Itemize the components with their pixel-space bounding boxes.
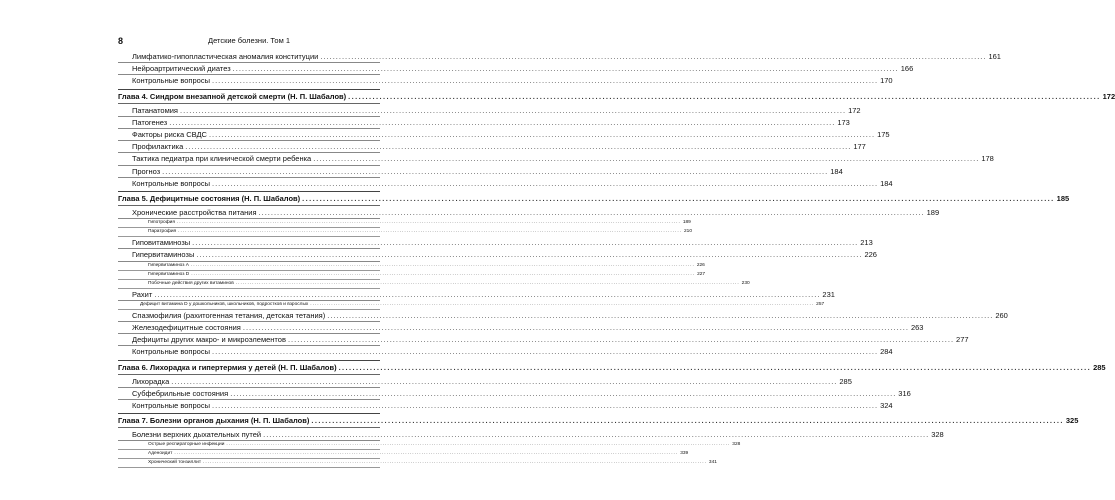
toc-entry-page: 177 [853, 142, 866, 152]
toc-entry-title: Острые респираторные инфекции [148, 442, 225, 448]
toc-entry-page: 339 [680, 451, 689, 457]
toc-chapter-entry [118, 191, 1070, 206]
toc-entry-page: 185 [1056, 194, 1070, 204]
toc-entry-title: Патогенез [132, 117, 168, 127]
toc-entry [118, 207, 940, 219]
toc-entry-title: Нейроартритический диатез [132, 64, 231, 74]
toc-entry-page: 189 [926, 208, 940, 218]
page-header [118, 35, 380, 47]
toc-entry [118, 280, 750, 289]
toc-entry [118, 219, 691, 228]
toc-entry [118, 310, 1008, 322]
leader-dots [169, 117, 835, 128]
toc-entry-title: Хронические расстройства питания [132, 208, 257, 218]
leader-dots [212, 75, 878, 86]
toc-entry [118, 141, 866, 153]
toc-entry [118, 237, 873, 249]
toc-entry [118, 249, 877, 261]
toc-entry [118, 450, 689, 459]
leader-dots [191, 262, 695, 270]
leader-dots [212, 346, 878, 357]
toc-entry [118, 166, 843, 178]
leader-dots [178, 228, 682, 236]
toc-entry [118, 322, 924, 334]
toc-entry [118, 301, 825, 310]
leader-dots [348, 91, 1101, 103]
toc-entry-page: 316 [898, 388, 911, 398]
toc-entry-page: 328 [732, 442, 741, 448]
toc-entry-title: Гипервитаминозы [132, 250, 195, 260]
leader-dots [302, 193, 1055, 205]
toc-entry [118, 334, 969, 346]
toc-entry [118, 388, 911, 400]
toc-entry-page: 226 [864, 250, 877, 260]
toc-entry-title: Субфебрильные состояния [132, 388, 229, 398]
leader-dots [230, 388, 896, 399]
running-title: Детские болезни. Том 1 [207, 36, 291, 45]
toc-entry-title: Гипервитаминоз D [148, 271, 190, 277]
toc-entry-title: Дефицит витамина D у дошкольников, школьников, подростков и взрослых [140, 301, 309, 307]
toc-entry-title: Рахит [132, 289, 153, 299]
leader-dots [313, 153, 979, 164]
toc-entry-title: Побочные действия других витаминов [148, 280, 234, 286]
toc-entry-page: 227 [697, 271, 706, 277]
toc-entry-page: 172 [1102, 91, 1115, 101]
toc-entry-page: 210 [683, 229, 692, 235]
toc-entry-page: 341 [708, 460, 717, 466]
toc-entry-page: 175 [877, 130, 890, 140]
toc-entry-page: 213 [860, 238, 873, 248]
toc-entry-title: Аденоидит [148, 451, 173, 457]
toc-entry-title: Глава 7. Болезни органов дыхания (Н. П. Шабалов) [118, 416, 310, 426]
toc-entry-page: 161 [988, 52, 1001, 61]
leader-dots [339, 362, 1092, 374]
toc-entry [118, 178, 893, 189]
toc-entry-page: 189 [682, 220, 691, 226]
toc-entry-title: Дефициты других макро- и микроэлементов [132, 335, 286, 345]
leader-dots [203, 459, 707, 467]
leader-dots [320, 51, 986, 62]
toc-entry-title: Паратрофия [148, 229, 177, 235]
leader-dots [196, 249, 862, 260]
toc-entry-page: 284 [880, 347, 893, 357]
toc-entry [118, 129, 890, 141]
toc-entry [118, 153, 994, 165]
leader-dots [171, 376, 837, 387]
toc-entry-page: 178 [981, 154, 994, 164]
toc-entry-title: Глава 4. Синдром внезапной детской смерти (Н. П. Шабалов) [118, 91, 347, 101]
leader-dots [263, 429, 929, 440]
toc-entry [118, 400, 893, 411]
leader-dots [212, 400, 878, 411]
toc-entry-page: 184 [830, 166, 843, 176]
toc-entry [118, 117, 850, 129]
toc-entry [118, 105, 861, 117]
leader-dots [209, 129, 875, 140]
leader-dots [236, 280, 740, 288]
toc-entry-page: 285 [839, 376, 852, 386]
toc-entry-page: 325 [1065, 416, 1079, 426]
toc-entry [118, 346, 893, 357]
leader-dots [180, 105, 846, 116]
toc-entry-title: Гипервитаминоз A [148, 262, 189, 268]
toc-entry-page: 172 [848, 105, 861, 115]
page-number: 8 [118, 36, 124, 46]
toc-entry-title: Контрольные вопросы [132, 347, 210, 357]
leader-dots [226, 441, 730, 449]
toc-entry-page: 184 [880, 178, 893, 188]
toc-entry-title: Спазмофилия (рахитогенная тетания, детская тетания) [132, 310, 326, 320]
toc-entry-page: 277 [956, 335, 969, 345]
leader-dots [174, 450, 678, 458]
toc-entry [118, 441, 741, 450]
toc-entry-page: 231 [822, 289, 835, 299]
toc-entry-page: 257 [816, 301, 825, 307]
leader-dots [185, 141, 851, 152]
toc-entry-page: 226 [696, 262, 705, 268]
leader-dots [212, 178, 878, 189]
toc-entry [118, 63, 914, 75]
toc-chapter-entry [118, 413, 1079, 428]
toc-entry-title: Лихорадка [132, 376, 170, 386]
toc-entry [118, 228, 692, 237]
toc-entry [118, 429, 944, 441]
leader-dots [327, 310, 993, 321]
toc-entry-title: Контрольные вопросы [132, 401, 210, 411]
toc-entry-title: Железодефицитные состояния [132, 323, 241, 333]
toc-entry-page: 285 [1093, 362, 1106, 372]
toc-entry-page: 260 [995, 310, 1008, 320]
toc-chapter-entry [118, 89, 1115, 104]
leader-dots [288, 334, 954, 345]
leader-dots [177, 219, 681, 227]
toc-entry-title: Прогноз [132, 166, 161, 176]
toc-entry-title: Лимфатико-гипопластическая аномалия конституции [132, 52, 319, 61]
toc-entry-page: 324 [880, 401, 893, 411]
leader-dots [233, 63, 899, 74]
toc-entry-page: 173 [837, 117, 850, 127]
toc-entry-page: 328 [931, 430, 944, 440]
toc-entry-page: 170 [880, 76, 893, 86]
toc-entry-title: Болезни верхних дыхательных путей [132, 430, 262, 440]
toc-entry-title: Контрольные вопросы [132, 76, 210, 86]
leader-dots [154, 289, 820, 300]
toc-entry [118, 75, 893, 86]
leader-dots [243, 322, 909, 333]
toc-entry-page: 166 [900, 64, 914, 74]
toc-entry [118, 289, 835, 301]
toc-entry-title: Хронический тонзиллит [148, 460, 202, 466]
toc-entry [118, 376, 852, 388]
toc-entry-title: Профилактика [132, 142, 184, 152]
leader-dots [162, 166, 828, 177]
leader-dots [259, 207, 925, 218]
toc-entry [118, 262, 705, 271]
toc-entry-title: Гипотрофия [148, 220, 175, 226]
toc-entry-page: 263 [910, 323, 924, 333]
leader-dots [310, 301, 814, 309]
toc-entry-title: Патанатомия [132, 105, 178, 115]
toc-entry-title: Контрольные вопросы [132, 178, 210, 188]
toc-chapter-entry [118, 360, 1106, 375]
toc-entry [118, 459, 717, 468]
toc-entry [118, 271, 706, 280]
toc-entry [118, 51, 1001, 63]
leader-dots [311, 415, 1064, 427]
toc-entry-title: Тактика педиатра при клинической смерти ребенка [132, 154, 312, 164]
toc-entry-title: Факторы риска СВДС [132, 130, 207, 140]
toc-entry-title: Глава 5. Дефицитные состояния (Н. П. Шабалов) [118, 194, 301, 204]
table-of-contents [118, 51, 1115, 468]
toc-entry-title: Гиповитаминозы [132, 238, 191, 248]
toc-entry-page: 230 [741, 280, 750, 286]
leader-dots [192, 237, 858, 248]
toc-entry-title: Глава 6. Лихорадка и гипертермия у детей (Н. П. Шабалов) [118, 362, 337, 372]
leader-dots [191, 271, 695, 279]
